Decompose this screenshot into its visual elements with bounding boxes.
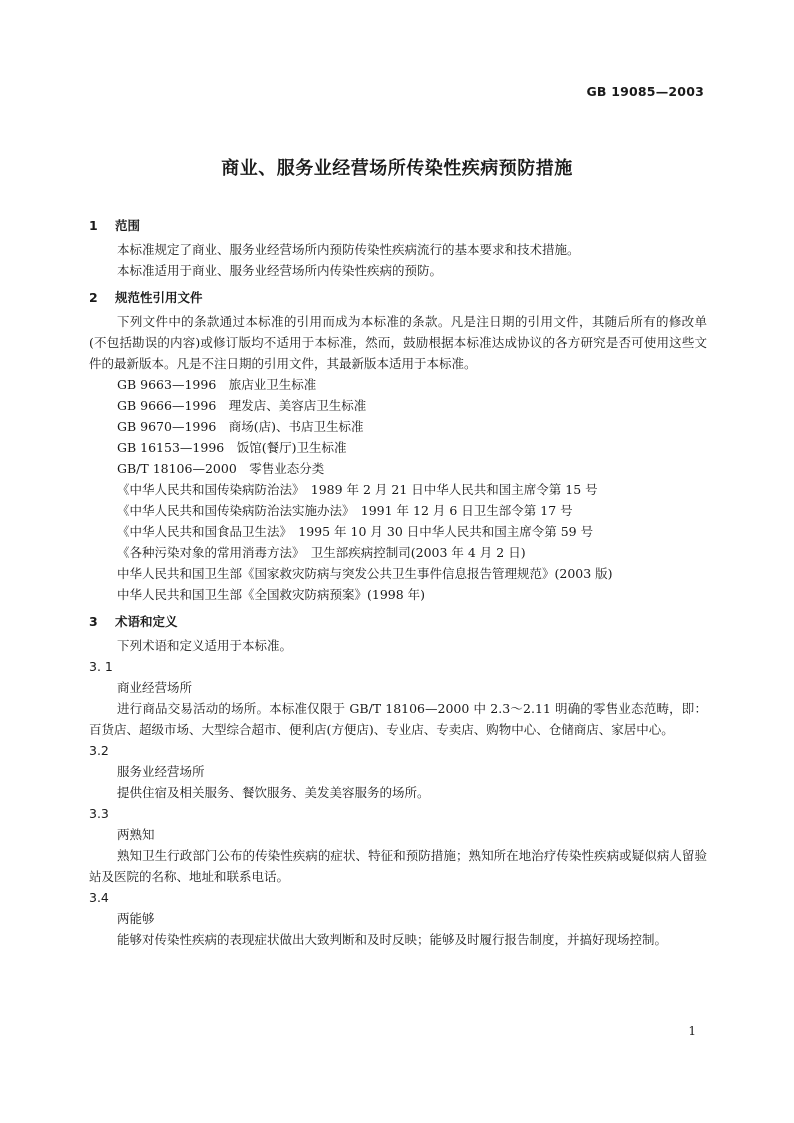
term-number: 3. 1 [89, 659, 113, 674]
reference-item: 《中华人民共和国传染病防治法》 1989 年 2 月 21 日中华人民共和国主席令第 15 号 [117, 482, 598, 497]
term-name: 两能够 [117, 911, 155, 926]
reference-item: GB 9666—1996 理发店、美容店卫生标准 [117, 398, 367, 413]
standard-code: GB 19085—2003 [586, 84, 704, 99]
reference-item: 中华人民共和国卫生部《国家救灾防病与突发公共卫生事件信息报告管理规范》(2003 版) [117, 566, 613, 581]
page-number: 1 [688, 1024, 696, 1038]
reference-item: 《各种污染对象的常用消毒方法》 卫生部疾病控制司(2003 年 4 月 2 日) [117, 545, 526, 560]
paragraph: 下列术语和定义适用于本标准。 [117, 638, 293, 653]
term-number: 3.4 [89, 890, 109, 905]
term-definition: 提供住宿及相关服务、餐饮服务、美发美容服务的场所。 [117, 785, 430, 800]
section-number: 3 [89, 614, 98, 629]
paragraph: 下列文件中的条款通过本标准的引用而成为本标准的条款。凡是注日期的引用文件，其随后所有的修改单(不包括勘误的内容)或修订版均不适用于本标准，然而，鼓励根据本标准达成协议的各方研究是否可使用这些文件的最新版本。凡是不注日期的引用文件，其最新版本适用于本标准。 [89, 314, 707, 371]
term-name: 两熟知 [117, 827, 155, 842]
reference-item: GB/T 18106—2000 零售业态分类 [117, 461, 325, 476]
reference-list [89, 374, 707, 605]
document-title: 商业、服务业经营场所传染性疾病预防措施 [221, 158, 573, 179]
section-2-heading [89, 287, 707, 308]
section-1-heading [89, 215, 707, 236]
term-definition: 熟知卫生行政部门公布的传染性疾病的症状、特征和预防措施；熟知所在地治疗传染性疾病或疑似病人留验站及医院的名称、地址和联系电话。 [89, 848, 707, 884]
section-title: 术语和定义 [115, 614, 178, 629]
section-number: 1 [89, 218, 98, 233]
term-name: 商业经营场所 [117, 680, 193, 695]
reference-item: GB 9663—1996 旅店业卫生标准 [117, 377, 317, 392]
reference-item: 中华人民共和国卫生部《全国救灾防病预案》(1998 年) [117, 587, 426, 602]
term-definition: 能够对传染性疾病的表现症状做出大致判断和及时反映；能够及时履行报告制度，并搞好现场控制。 [117, 932, 668, 947]
section-title: 规范性引用文件 [115, 290, 203, 305]
term-name: 服务业经营场所 [117, 764, 205, 779]
document-body [89, 212, 707, 950]
reference-item: GB 16153—1996 饭馆(餐厅)卫生标准 [117, 440, 347, 455]
reference-item: 《中华人民共和国食品卫生法》 1995 年 10 月 30 日中华人民共和国主席令第 59 号 [117, 524, 594, 539]
reference-item: GB 9670—1996 商场(店)、书店卫生标准 [117, 419, 364, 434]
term-number: 3.3 [89, 806, 109, 821]
section-title: 范围 [115, 218, 141, 233]
term-number: 3.2 [89, 743, 109, 758]
section-number: 2 [89, 290, 98, 305]
paragraph: 本标准规定了商业、服务业经营场所内预防传染性疾病流行的基本要求和技术措施。 [117, 242, 580, 257]
term-definition: 进行商品交易活动的场所。本标准仅限于 GB/T 18106—2000 中 2.3～2.11 明确的零售业态范畴，即：百货店、超级市场、大型综合超市、便利店(方便店)、专业店、专卖店、购物中心、仓储商店、家居中心。 [89, 701, 707, 737]
reference-item: 《中华人民共和国传染病防治法实施办法》 1991 年 12 月 6 日卫生部令第 17 号 [117, 503, 573, 518]
section-3-heading [89, 611, 707, 632]
paragraph: 本标准适用于商业、服务业经营场所内传染性疾病的预防。 [117, 263, 443, 278]
